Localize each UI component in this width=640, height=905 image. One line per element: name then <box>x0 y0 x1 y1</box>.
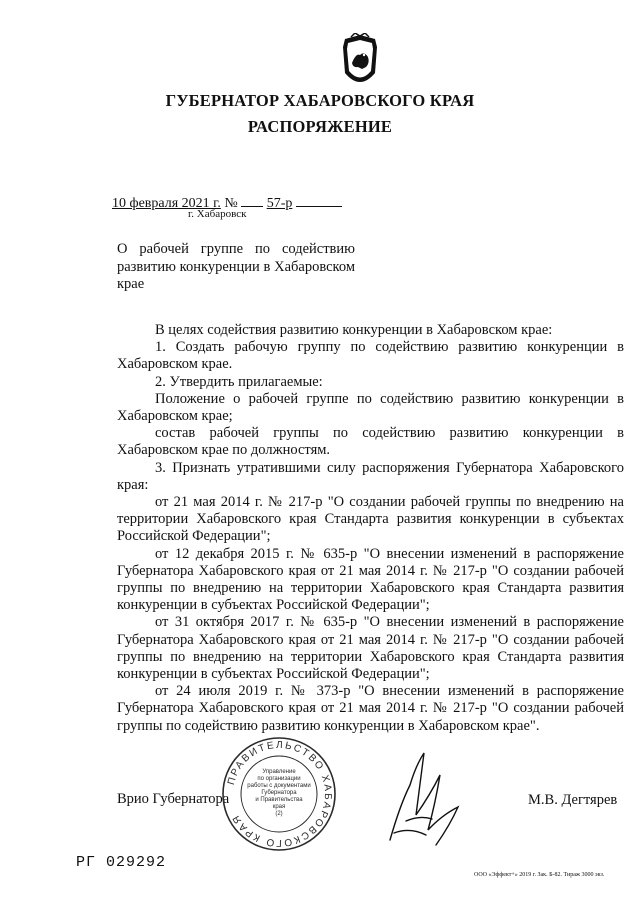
signatory-name: М.В. Дегтярев <box>528 792 618 808</box>
body-paragraph: Положение о рабочей группе по содействию развитию конкуренции в Хабаровском крае; <box>117 390 624 425</box>
seal-ring-text: ПРАВИТЕЛЬСТВО ХАБАРОВСКОГО КРАЯ <box>225 739 334 849</box>
document-subject: О рабочей группе по содействию развитию конкуренции в Хабаровском крае <box>117 241 355 292</box>
seal-line: Управление <box>262 769 296 775</box>
body-paragraph: от 12 декабря 2015 г. № 635-р "О внесении изменений в распоряжение Губернатора Хабаровского края от 21 мая 2014 г. № 217-р "О создании рабочей группы по внедрению на территории Хабаровского края Стандарта развития конкуренции в субъектах Российской Федерации"; <box>117 545 624 614</box>
body-paragraph: 3. Признать утратившими силу распоряжения Губернатора Хабаровского края: <box>117 459 624 493</box>
registration-number: РГ 029292 <box>76 854 167 871</box>
body-paragraph: состав рабочей группы по содействию развитию конкуренции в Хабаровском крае по должностям. <box>117 425 624 459</box>
handwritten-signature <box>380 745 470 855</box>
body-paragraph: 2. Утвердить прилагаемые: <box>155 373 323 390</box>
document-body <box>117 322 624 735</box>
header-doc-type: РАСПОРЯЖЕНИЕ <box>247 117 393 136</box>
number-blank-left <box>241 193 263 207</box>
seal-line: по организации <box>257 776 301 782</box>
printer-imprint: ООО «Эффект+» 2019 г. Зак. Б-82. Тираж 3000 экз. <box>474 872 605 878</box>
body-paragraph: В целях содействия развитию конкуренции в Хабаровском крае: <box>155 322 553 338</box>
seal-line: работы с документами <box>247 783 311 789</box>
signatory-position: Врио Губернатора <box>117 791 230 807</box>
seal-line: Губернатора <box>261 790 297 796</box>
seal-line: края <box>272 804 286 810</box>
document-number: 57-р <box>266 196 293 211</box>
body-paragraph: от 31 октября 2017 г. № 635-р "О внесении изменений в распоряжение Губернатора Хабаровского края от 21 мая 2014 г. № 217-р "О создании рабочей группы по внедрению на территории Хабаровского края Стандарта развития конкуренции в субъектах Российской Федерации"; <box>117 614 624 683</box>
official-seal <box>220 735 338 853</box>
body-paragraph: от 24 июля 2019 г. № 373-р "О внесении изменений в распоряжение Губернатора Хабаровского края от 21 мая 2014 г. № 217-р "О создании рабочей группы по содействию развитию конкуренции в Хабаровском крае". <box>117 683 624 734</box>
number-blank-right <box>296 193 342 207</box>
document-date: 10 февраля 2021 г. <box>112 196 221 211</box>
number-sign: № <box>224 196 238 211</box>
header-org: ГУБЕРНАТОР ХАБАРОВСКОГО КРАЯ <box>165 91 475 110</box>
body-paragraph: 1. Создать рабочую группу по содействию развитию конкуренции в Хабаровском крае. <box>117 339 624 373</box>
coat-of-arms-emblem <box>337 33 383 95</box>
body-paragraph: от 21 мая 2014 г. № 217-р "О создании рабочей группы по внедрению на территории Хабаровского края Стандарта развития конкуренции в субъектах Российской Федерации"; <box>117 494 624 545</box>
seal-line: (2) <box>275 811 283 817</box>
document-city: г. Хабаровск <box>188 208 247 220</box>
seal-line: и Правительства <box>255 797 303 803</box>
